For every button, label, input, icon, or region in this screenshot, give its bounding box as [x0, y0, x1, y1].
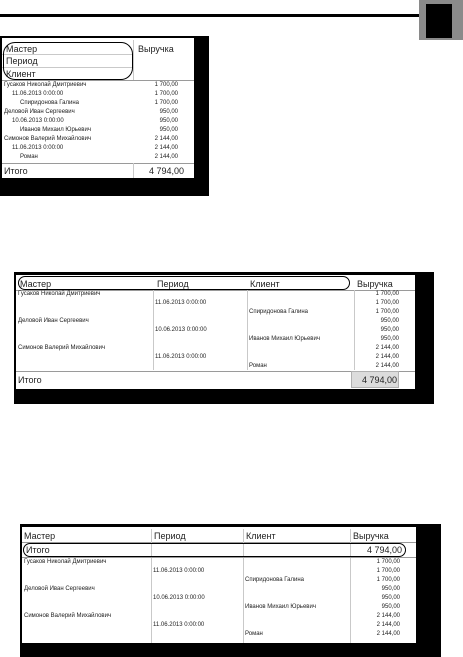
list-item: Гусаков Николай Дмитриевич	[4, 82, 87, 88]
cell-revenue: 1 700,00	[375, 300, 399, 306]
total-label: Итого	[18, 375, 42, 385]
cell-revenue: 2 144,00	[376, 631, 400, 637]
cell-revenue: 950,00	[380, 336, 399, 342]
cell-master: Деловой Иван Сергеевич	[18, 318, 89, 324]
cell-period: 10.06.2013 0:00:00	[153, 595, 205, 601]
header-revenue[interactable]: Выручка	[353, 531, 389, 541]
total-label: Итого	[4, 166, 28, 176]
cell-period: 11.06.2013 0:00:00	[153, 622, 205, 628]
cell-period: 11.06.2013 0:00:00	[155, 300, 207, 306]
cell-client: Спиридонова Галина	[245, 577, 304, 583]
total-row-highlight	[23, 543, 406, 557]
list-item-value: 2 144,00	[154, 154, 178, 160]
total-value: 4 794,00	[366, 545, 402, 555]
list-item-value: 2 144,00	[154, 136, 178, 142]
list-item-value: 950,00	[159, 118, 178, 124]
cell-client: Роман	[245, 631, 263, 637]
cell-period: 10.06.2013 0:00:00	[155, 327, 207, 333]
header-client[interactable]: Клиент	[246, 531, 276, 541]
cell-revenue: 1 700,00	[375, 309, 399, 315]
figure-2-frame	[14, 272, 434, 404]
list-item: Иванов Михаил Юрьевич	[20, 127, 91, 133]
list-item-value: 2 144,00	[154, 145, 178, 151]
header-client[interactable]: Клиент	[6, 69, 36, 79]
cell-revenue: 1 700,00	[375, 291, 399, 297]
cell-period: 11.06.2013 0:00:00	[153, 568, 205, 574]
cell-master: Симонов Валерий Михайлович	[24, 613, 112, 619]
list-item: 11.06.2013 0:00:00	[12, 145, 64, 151]
cell-revenue: 950,00	[381, 595, 400, 601]
list-item: Спиридонова Галина	[20, 100, 79, 106]
list-item: Деловой Иван Сергеевич	[4, 109, 75, 115]
cell-client: Роман	[249, 363, 267, 369]
cell-revenue: 2 144,00	[376, 622, 400, 628]
cell-revenue: 2 144,00	[376, 613, 400, 619]
cell-master: Гусаков Николай Дмитриевич	[18, 291, 101, 297]
cell-revenue: 1 700,00	[376, 568, 400, 574]
cell-revenue: 950,00	[380, 327, 399, 333]
header-period[interactable]: Период	[157, 279, 189, 289]
cell-client: Спиридонова Галина	[249, 309, 308, 315]
cell-revenue: 1 700,00	[376, 577, 400, 583]
cell-revenue: 950,00	[381, 604, 400, 610]
figure-1-frame	[0, 36, 209, 196]
list-item-value: 1 700,00	[154, 82, 178, 88]
cell-client: Иванов Михаил Юрьевич	[245, 604, 316, 610]
figure-3-grid	[22, 527, 416, 643]
page-header-rule	[0, 14, 420, 17]
cell-client: Иванов Михаил Юрьевич	[249, 336, 320, 342]
header-revenue[interactable]: Выручка	[357, 279, 393, 289]
list-item-value: 950,00	[159, 127, 178, 133]
header-revenue[interactable]: Выручка	[138, 44, 174, 54]
list-item: Симонов Валерий Михайлович	[4, 136, 92, 142]
header-client[interactable]: Клиент	[250, 279, 280, 289]
header-master[interactable]: Мастер	[20, 279, 52, 289]
cell-revenue: 1 700,00	[376, 559, 400, 565]
total-value: 4 794,00	[361, 375, 397, 385]
cell-period: 11.06.2013 0:00:00	[155, 354, 207, 360]
header-period[interactable]: Период	[154, 531, 186, 541]
list-item-value: 1 700,00	[154, 100, 178, 106]
figure-2-grid	[16, 275, 415, 389]
group-headers-highlight	[18, 276, 350, 290]
list-item-value: 950,00	[159, 109, 178, 115]
cell-revenue: 950,00	[380, 318, 399, 324]
cell-revenue: 2 144,00	[375, 354, 399, 360]
cell-master: Симонов Валерий Михайлович	[18, 345, 106, 351]
cell-master: Деловой Иван Сергеевич	[24, 586, 95, 592]
list-item: 10.06.2013 0:00:00	[12, 118, 64, 124]
header-period[interactable]: Период	[6, 56, 38, 66]
total-value: 4 794,00	[148, 166, 184, 176]
cell-revenue: 950,00	[381, 586, 400, 592]
page-corner-tab	[419, 0, 463, 40]
header-master[interactable]: Мастер	[24, 531, 56, 541]
list-item-value: 1 700,00	[154, 91, 178, 97]
figure-3-frame	[20, 524, 441, 657]
header-master[interactable]: Мастер	[6, 44, 38, 54]
list-item: 11.06.2013 0:00:00	[12, 91, 64, 97]
list-item: Роман	[20, 154, 38, 160]
figure-1-grid	[2, 38, 194, 178]
cell-revenue: 2 144,00	[375, 345, 399, 351]
total-label: Итого	[26, 545, 50, 555]
cell-master: Гусаков Николай Дмитриевич	[24, 559, 107, 565]
cell-revenue: 2 144,00	[375, 363, 399, 369]
group-headers-highlight	[3, 42, 133, 80]
